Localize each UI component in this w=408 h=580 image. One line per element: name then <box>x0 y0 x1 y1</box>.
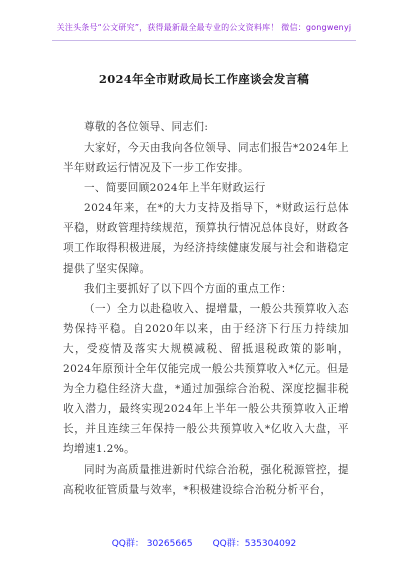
paragraph-intro: 大家好，今天由我向各位领导、同志们报告*2024年上半年财政运行情况及下一步工作安排。 <box>63 142 349 175</box>
document-title: 2024年全市财政局长工作座谈会发言稿 <box>98 72 310 86</box>
document-body <box>63 117 349 137</box>
header-divider <box>52 40 356 41</box>
section-heading: 一、简要回顾2024年上半年财政运行 <box>84 182 266 195</box>
paragraph-revenue: （一）全力以赴稳收入、提增量，一般公共预算收入态势保持平稳。自2020年以来，由于经济下行压力持续加大，受疫情及落实大规模减税、留抵退税政策的影响，2024年原预计全年仅能完成一般公共预算收入*亿元。但是为全力稳住经济大盘，*通过加强综合治税、深度挖掘非税收入潜力，最终实现2024年上半年一般公共预算收入正增长，并且连续三年保持一般公共预算收入*亿收入大盘，平均增速1.2%。 <box>63 302 349 456</box>
footer-contact: QQ群： 30265665 QQ群：535304092 <box>111 539 297 549</box>
promo-banner: 关注头条号“公文研究”，获得最新最全最专业的公文资料库！ 微信：gongwenyj <box>56 23 352 32</box>
paragraph-focus: 我们主要抓好了以下四个方面的重点工作： <box>84 282 292 295</box>
salutation: 尊敬的各位领导、同志们: <box>84 121 209 133</box>
paragraph-tax: 同时为高质量推进新时代综合治税，强化税源管控，提高税收征管质量与效率，*积极建设综合治税分析平台， <box>63 463 349 496</box>
paragraph-overview: 2024年来，在*的大力支持及指导下，*财政运行总体平稳，财政管理持续规范，预算执行情况总体良好，财政各项工作取得积极进展，为经济持续健康发展与社会和谐稳定提供了坚实保障。 <box>63 202 349 275</box>
document-body-main <box>63 138 349 500</box>
